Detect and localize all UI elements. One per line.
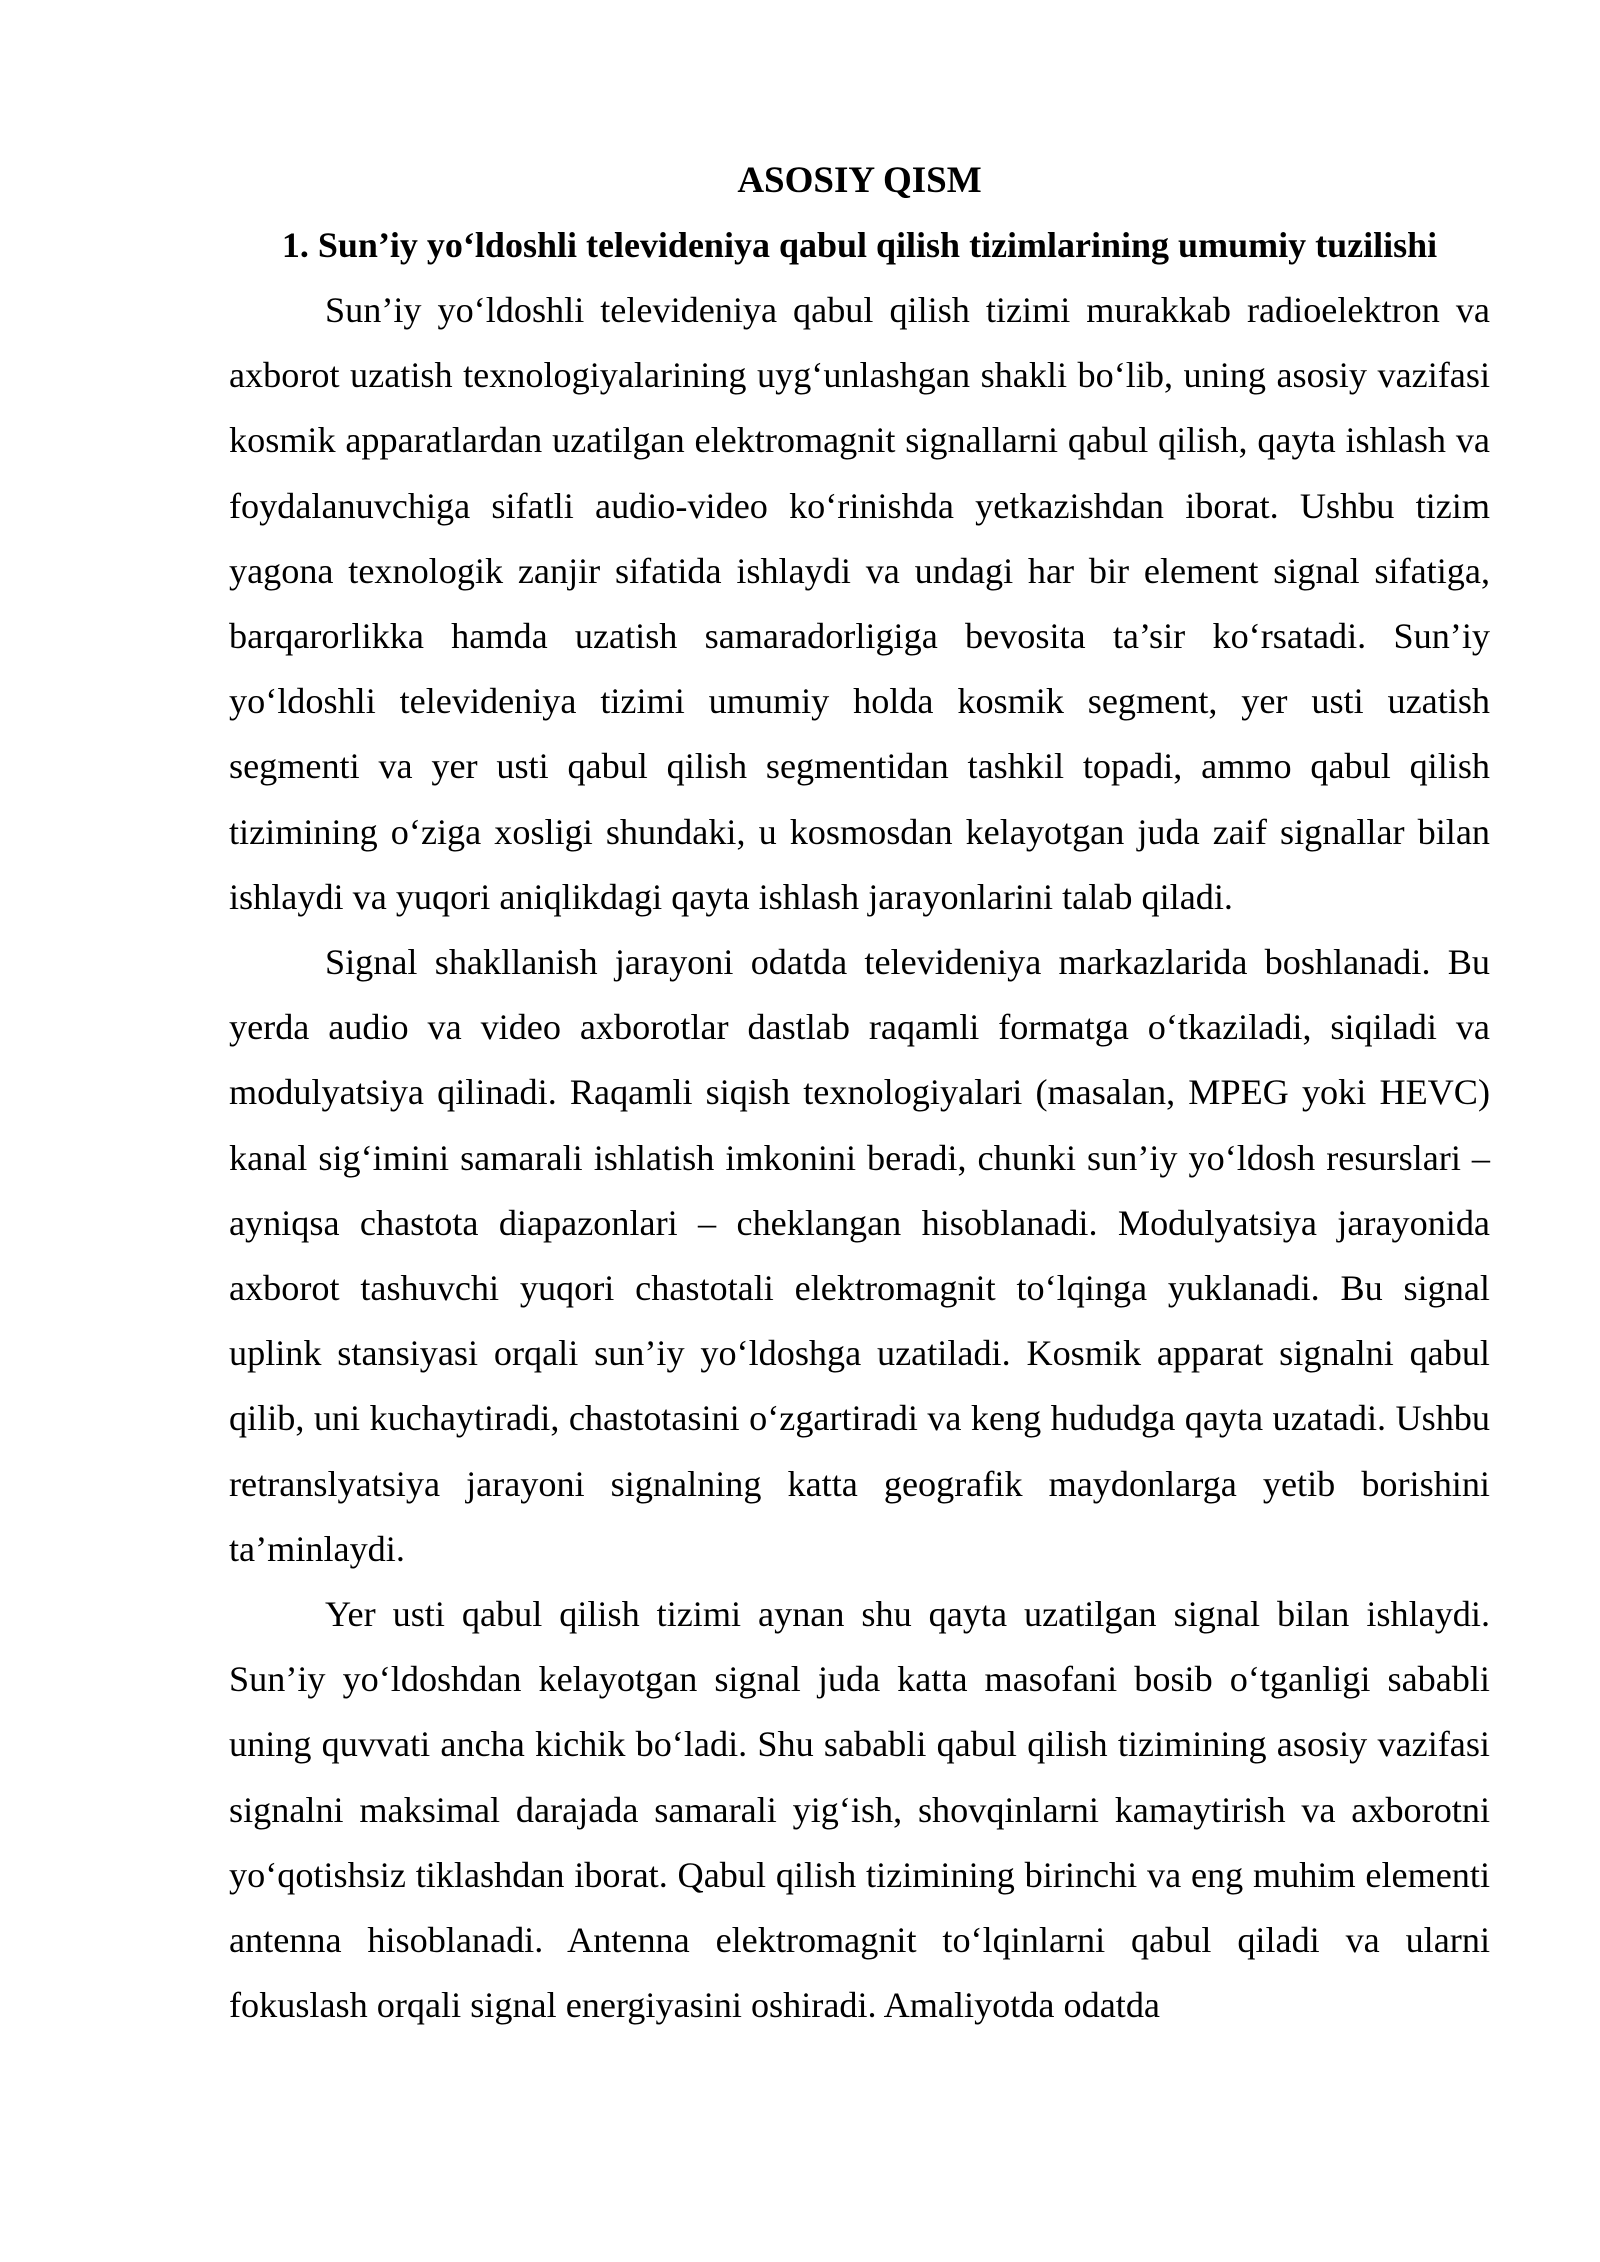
chapter-title: 1. Sun’iy yo‘ldoshli televideniya qabul qilish tizimlarining umumiy tuzilishi: [281, 225, 1438, 265]
paragraph-3: Yer usti qabul qilish tizimi aynan shu qayta uzatilgan signal bilan ishlaydi. Sun’iy yo‘ldoshdan kelayotgan signal juda katta masofani bosib o‘tganligi sababli uning quvvati ancha kichik bo‘ladi. Shu sababli qabul qilish tizimining asosiy vazifasi signalni maksimal darajada samarali yig‘ish, shovqinlarni kamaytirish va axborotni yo‘qotishsiz tiklashdan iborat. Qabul qilish tizimining birinchi va eng muhim elementi antenna hisoblanadi. Antenna elektromagnit to‘lqinlarni qabul qiladi va ularni fokuslash orqali signal energiyasini oshiradi. Amaliyotda odatda: [229, 1594, 1490, 2026]
section-title: ASOSIY QISM: [737, 160, 982, 201]
document-page: [229, 148, 1490, 2038]
paragraph-1: Sun’iy yo‘ldoshli televideniya qabul qilish tizimi murakkab radioelektron va axborot uzatish texnologiyalarining uyg‘unlashgan shakli bo‘lib, uning asosiy vazifasi kosmik apparatlardan uzatilgan elektromagnit signallarni qabul qilish, qayta ishlash va foydalanuvchiga sifatli audio-video ko‘rinishda yetkazishdan iborat. Ushbu tizim yagona texnologik zanjir sifatida ishlaydi va undagi har bir element signal sifatiga, barqarorlikka hamda uzatish samaradorligiga bevosita ta’sir ko‘rsatadi. Sun’iy yo‘ldoshli televideniya tizimi umumiy holda kosmik segment, yer usti uzatish segmenti va yer usti qabul qilish segmentidan tashkil topadi, ammo qabul qilish tizimining o‘ziga xosligi shundaki, u kosmosdan kelayotgan juda zaif signallar bilan ishlaydi va yuqori aniqlikdagi qayta ishlash jarayonlarini talab qiladi.: [229, 290, 1490, 917]
paragraph-2: Signal shakllanish jarayoni odatda televideniya markazlarida boshlanadi. Bu yerda audio va video axborotlar dastlab raqamli formatga o‘tkaziladi, siqiladi va modulyatsiya qilinadi. Raqamli siqish texnologiyalari (masalan, MPEG yoki HEVC) kanal sig‘imini samarali ishlatish imkonini beradi, chunki sun’iy yo‘ldosh resurslari – ayniqsa chastota diapazonlari – cheklangan hisoblanadi. Modulyatsiya jarayonida axborot tashuvchi yuqori chastotali elektromagnit to‘lqinga yuklanadi. Bu signal uplink stansiyasi orqali sun’iy yo‘ldoshga uzatiladi. Kosmik apparat signalni qabul qilib, uni kuchaytiradi, chastotasini o‘zgartiradi va keng hududga qayta uzatadi. Ushbu retranslyatsiya jarayoni signalning katta geografik maydonlarga yetib borishini ta’minlaydi.: [229, 942, 1490, 1569]
